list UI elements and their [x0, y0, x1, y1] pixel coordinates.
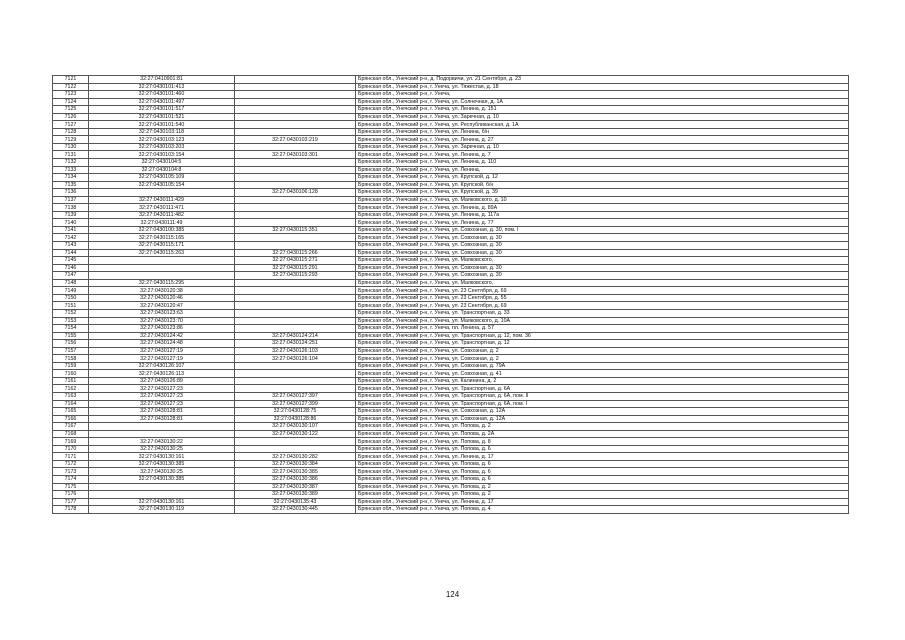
cadastral-number-cell: 32:27:0430130:161 [89, 498, 235, 506]
cadastral-number-cell: 32:27:0430120:46 [89, 294, 235, 302]
parent-cadastral-number-cell: 32:27:0430130:384 [235, 460, 356, 468]
row-number-cell: 7168 [53, 430, 89, 438]
cadastral-number-cell: 32:27:0430103:154 [89, 151, 235, 159]
address-cell: Брянская обл., Унечский р-н, г. Унеча, ул. Совхозная, д. 30 [356, 242, 849, 250]
row-number-cell: 7123 [53, 91, 89, 99]
parent-cadastral-number-cell: 32:27:0430135:43 [235, 498, 356, 506]
table-row [53, 219, 849, 227]
address-cell: Брянская обл., Унечский р-н, г. Унеча, ул. Ленина, д. 151 [356, 106, 849, 114]
parent-cadastral-number-cell [235, 370, 356, 378]
parent-cadastral-number-cell [235, 76, 356, 84]
parent-cadastral-number-cell: 32:27:0430106:128 [235, 189, 356, 197]
cadastral-number-cell: 32:27:0430101:460 [89, 91, 235, 99]
parent-cadastral-number-cell [235, 159, 356, 167]
table-row [53, 98, 849, 106]
cadastral-number-cell: 32:27:0430101:413 [89, 83, 235, 91]
address-cell: Брянская обл., Унечский р-н, г. Унеча, ул. Транспортная, д. 6А, пом. II [356, 392, 849, 400]
address-cell: Брянская обл., Унечский р-н, г. Унеча, ул. Ленина, [356, 166, 849, 174]
parent-cadastral-number-cell [235, 242, 356, 250]
parent-cadastral-number-cell: 32:27:0430103:219 [235, 136, 356, 144]
cadastral-number-cell: 32:27:0430126:113 [89, 370, 235, 378]
cadastral-number-cell: 32:27:0430127:23 [89, 400, 235, 408]
cadastral-number-cell [89, 430, 235, 438]
parent-cadastral-number-cell [235, 128, 356, 136]
parent-cadastral-number-cell [235, 181, 356, 189]
parent-cadastral-number-cell [235, 211, 356, 219]
address-cell: Брянская обл., Унечский р-н, г. Унеча, ул. Заречная, д. 10 [356, 143, 849, 151]
parent-cadastral-number-cell: 32:27:0430115:293 [235, 272, 356, 280]
cadastral-number-cell: 32:27:0430123:70 [89, 317, 235, 325]
table-row [53, 370, 849, 378]
table-row [53, 415, 849, 423]
address-cell: Брянская обл., Унечский р-н, г. Унеча, ул. Совхозная, д. 79А [356, 362, 849, 370]
row-number-cell: 7138 [53, 204, 89, 212]
parent-cadastral-number-cell: 32:27:0430130:282 [235, 453, 356, 461]
address-cell: Брянская обл., Унечский р-н, г. Унеча, ул. Крупской, б/н [356, 181, 849, 189]
parent-cadastral-number-cell: 32:27:0430115:351 [235, 226, 356, 234]
table-row [53, 272, 849, 280]
table-row [53, 453, 849, 461]
cadastral-number-cell: 32:27:0430103:118 [89, 128, 235, 136]
cadastral-number-cell: 32:27:0430126:107 [89, 362, 235, 370]
table-row [53, 460, 849, 468]
address-cell: Брянская обл., Унечский р-н, г. Унеча, ул. Совхозная, д. 41 [356, 370, 849, 378]
row-number-cell: 7149 [53, 287, 89, 295]
address-cell: Брянская обл., Унечский р-н, г. Унеча, ул. Ленина, б/н [356, 128, 849, 136]
address-cell: Брянская обл., Унечский р-н, г. Унеча, ул. Совхозная, д. 30, пом. I [356, 226, 849, 234]
table-row [53, 136, 849, 144]
address-cell: Брянская обл., Унечский р-н, г. Унеча, ул. Попова, д. 4 [356, 506, 849, 514]
address-cell: Брянская обл., Унечский р-н, г. Унеча, ул. Попова, д. 6 [356, 445, 849, 453]
row-number-cell: 7132 [53, 159, 89, 167]
table-row [53, 340, 849, 348]
parent-cadastral-number-cell: 32:27:0430103:301 [235, 151, 356, 159]
table-row [53, 211, 849, 219]
address-cell: Брянская обл., Унечский р-н, г. Унеча, ул. Совхозная, д. 2 [356, 355, 849, 363]
address-cell: Брянская обл., Унечский р-н, г. Унеча, ул. Совхозная, д. 30 [356, 249, 849, 257]
address-cell: Брянская обл., Унечский р-н, г. Унеча, [356, 91, 849, 99]
parent-cadastral-number-cell [235, 445, 356, 453]
table-row [53, 309, 849, 317]
cadastral-number-cell: 32:27:0430127:23 [89, 392, 235, 400]
address-cell: Брянская обл., Унечский р-н, г. Унеча, ул. Совхозная, д. 30 [356, 264, 849, 272]
row-number-cell: 7176 [53, 491, 89, 499]
row-number-cell: 7133 [53, 166, 89, 174]
table-row [53, 332, 849, 340]
table-row [53, 468, 849, 476]
row-number-cell: 7171 [53, 453, 89, 461]
row-number-cell: 7122 [53, 83, 89, 91]
table-row [53, 121, 849, 129]
row-number-cell: 7154 [53, 325, 89, 333]
cadastral-number-cell: 32:27:0430111:49 [89, 219, 235, 227]
cadastral-number-cell: 32:27:0430115:171 [89, 242, 235, 250]
table-row [53, 294, 849, 302]
cadastral-number-cell: 32:27:0430126:89 [89, 377, 235, 385]
address-cell: Брянская обл., Унечский р-н, г. Унеча, ул. Попова, д. 2 [356, 423, 849, 431]
cadastral-number-cell: 32:27:0430105:154 [89, 181, 235, 189]
cadastral-number-cell: 32:27:0430130:119 [89, 506, 235, 514]
parent-cadastral-number-cell: 32:27:0430130:445 [235, 506, 356, 514]
parent-cadastral-number-cell [235, 362, 356, 370]
cadastral-number-cell: 32:27:0430111:482 [89, 211, 235, 219]
parent-cadastral-number-cell [235, 106, 356, 114]
address-cell: Брянская обл., Унечский р-н, г. Унеча, ул. 23 Сентября, д. 69 [356, 302, 849, 310]
row-number-cell: 7174 [53, 475, 89, 483]
cadastral-number-cell: 32:27:0430115:295 [89, 279, 235, 287]
row-number-cell: 7144 [53, 249, 89, 257]
address-cell: Брянская обл., Унечский р-н, г. Унеча, ул. Совхозная, д. 12А [356, 415, 849, 423]
row-number-cell: 7150 [53, 294, 89, 302]
cadastral-number-cell: 32:27:0430127:19 [89, 347, 235, 355]
cadastral-number-cell: 32:27:0430123:86 [89, 325, 235, 333]
table-row [53, 362, 849, 370]
table-row [53, 400, 849, 408]
table-row [53, 76, 849, 84]
table-row [53, 423, 849, 431]
row-number-cell: 7134 [53, 174, 89, 182]
address-cell: Брянская обл., Унечский р-н, г. Унеча, ул. Попова, д. 2 [356, 483, 849, 491]
cadastral-number-cell: 32:27:0430115:165 [89, 234, 235, 242]
cadastral-number-cell [89, 189, 235, 197]
parent-cadastral-number-cell: 32:27:0430130:387 [235, 483, 356, 491]
parent-cadastral-number-cell [235, 121, 356, 129]
cadastral-number-cell: 32:27:0430124:42 [89, 332, 235, 340]
row-number-cell: 7153 [53, 317, 89, 325]
cadastral-number-cell: 32:27:0430104:8 [89, 166, 235, 174]
table-row [53, 325, 849, 333]
address-cell: Брянская обл., Унечский р-н, г. Унеча, ул. Маяковского, д. 10А [356, 317, 849, 325]
address-cell: Брянская обл., Унечский р-н, г. Унеча, ул. Ленина, д. 89А [356, 204, 849, 212]
parent-cadastral-number-cell: 32:27:0430115:266 [235, 249, 356, 257]
table-row [53, 506, 849, 514]
page-number: 124 [445, 590, 460, 599]
cadastral-number-cell: 32:27:0430120:38 [89, 287, 235, 295]
address-cell: Брянская обл., Унечский р-н, г. Унеча, ул. Попова, д. 6 [356, 468, 849, 476]
address-cell: Брянская обл., Унечский р-н, г. Унеча, ул. Попова, д. 2 [356, 491, 849, 499]
parent-cadastral-number-cell [235, 325, 356, 333]
cadastral-number-cell: 32:27:0430128:81 [89, 408, 235, 416]
row-number-cell: 7160 [53, 370, 89, 378]
table-row [53, 189, 849, 197]
parent-cadastral-number-cell: 32:27:0430128:75 [235, 408, 356, 416]
row-number-cell: 7163 [53, 392, 89, 400]
table-row [53, 151, 849, 159]
row-number-cell: 7173 [53, 468, 89, 476]
address-cell: Брянская обл., Унечский р-н, г. Унеча, ул. Попова, д. 8 [356, 438, 849, 446]
address-cell: Брянская обл., Унечский р-н, г. Унеча, ул. Ленина, д. 7 [356, 151, 849, 159]
parent-cadastral-number-cell: 32:27:0430130:385 [235, 468, 356, 476]
table-row [53, 392, 849, 400]
cadastral-number-cell: 32:27:0430120:47 [89, 302, 235, 310]
table-row [53, 385, 849, 393]
table-row [53, 430, 849, 438]
row-number-cell: 7129 [53, 136, 89, 144]
row-number-cell: 7140 [53, 219, 89, 227]
parent-cadastral-number-cell [235, 385, 356, 393]
row-number-cell: 7177 [53, 498, 89, 506]
cadastral-number-cell: 32:27:0430130:22 [89, 438, 235, 446]
parent-cadastral-number-cell [235, 438, 356, 446]
address-cell: Брянская обл., Унечский р-н, г. Унеча, ул. Попова, д. 6 [356, 460, 849, 468]
row-number-cell: 7152 [53, 309, 89, 317]
cadastral-number-cell: 32:27:0430130:25 [89, 445, 235, 453]
parent-cadastral-number-cell: 32:27:0430127:399 [235, 400, 356, 408]
row-number-cell: 7169 [53, 438, 89, 446]
table-row [53, 234, 849, 242]
row-number-cell: 7172 [53, 460, 89, 468]
parent-cadastral-number-cell [235, 143, 356, 151]
parent-cadastral-number-cell [235, 377, 356, 385]
property-register-table [52, 75, 849, 514]
table-row [53, 181, 849, 189]
address-cell: Брянская обл., Унечский р-н, г. Унеча, ул. Транспортная, д. 33 [356, 309, 849, 317]
cadastral-number-cell: 32:27:0430128:81 [89, 415, 235, 423]
cadastral-number-cell: 32:27:0430123:63 [89, 309, 235, 317]
parent-cadastral-number-cell: 32:27:0430126:103 [235, 347, 356, 355]
address-cell: Брянская обл., Унечский р-н, г. Унеча, ул. Ленина, д. 77 [356, 219, 849, 227]
cadastral-number-cell [89, 272, 235, 280]
table-row [53, 83, 849, 91]
row-number-cell: 7131 [53, 151, 89, 159]
address-cell: Брянская обл., Унечский р-н, г. Унеча, ул. Маяковского, [356, 257, 849, 265]
address-cell: Брянская обл., Унечский р-н, г. Унеча, ул. Транспортная, д. 12 [356, 340, 849, 348]
row-number-cell: 7142 [53, 234, 89, 242]
address-cell: Брянская обл., Унечский р-н, г. Унеча, ул. Крупской, д. 39 [356, 189, 849, 197]
cadastral-number-cell: 32:27:0430103:203 [89, 143, 235, 151]
address-cell: Брянская обл., Унечский р-н, г. Унеча, ул. Совхозная, д. 2 [356, 347, 849, 355]
parent-cadastral-number-cell [235, 204, 356, 212]
row-number-cell: 7157 [53, 347, 89, 355]
address-cell: Брянская обл., Унечский р-н, г. Унеча, ул. Транспортная, д. 12, пом. 36 [356, 332, 849, 340]
parent-cadastral-number-cell: 32:27:0430124:251 [235, 340, 356, 348]
cadastral-number-cell: 32:27:0430130:161 [89, 453, 235, 461]
address-cell: Брянская обл., Унечский р-н, г. Унеча, ул. Ленина, д. 110 [356, 159, 849, 167]
address-cell: Брянская обл., Унечский р-н, г. Унеча, ул. Ленина, д. 117а [356, 211, 849, 219]
cadastral-number-cell [89, 264, 235, 272]
table-row [53, 498, 849, 506]
row-number-cell: 7156 [53, 340, 89, 348]
address-cell: Брянская обл., Унечский р-н, г. Унеча, ул. Заречная, д. 10 [356, 113, 849, 121]
table-row [53, 143, 849, 151]
table-row [53, 445, 849, 453]
row-number-cell: 7147 [53, 272, 89, 280]
table-row [53, 408, 849, 416]
row-number-cell: 7159 [53, 362, 89, 370]
cadastral-number-cell: 32:27:0430127:19 [89, 355, 235, 363]
parent-cadastral-number-cell [235, 83, 356, 91]
table-row [53, 196, 849, 204]
row-number-cell: 7146 [53, 264, 89, 272]
parent-cadastral-number-cell [235, 287, 356, 295]
cadastral-number-cell: 32:27:0430101:540 [89, 121, 235, 129]
cadastral-number-cell: 32:27:0430104:5 [89, 159, 235, 167]
row-number-cell: 7175 [53, 483, 89, 491]
table-row [53, 355, 849, 363]
table-row [53, 347, 849, 355]
table-row [53, 491, 849, 499]
parent-cadastral-number-cell: 32:27:0430124:214 [235, 332, 356, 340]
parent-cadastral-number-cell [235, 302, 356, 310]
cadastral-number-cell: 32:27:0430101:517 [89, 106, 235, 114]
table-row [53, 264, 849, 272]
cadastral-number-cell: 32:27:0430115:263 [89, 249, 235, 257]
parent-cadastral-number-cell: 32:27:0430130:122 [235, 430, 356, 438]
parent-cadastral-number-cell [235, 219, 356, 227]
cadastral-number-cell: 32:27:0430130:25 [89, 468, 235, 476]
table-row [53, 113, 849, 121]
address-cell: Брянская обл., Унечский р-н, г. Унеча, ул. Солнечная, д. 1А [356, 98, 849, 106]
row-number-cell: 7170 [53, 445, 89, 453]
row-number-cell: 7166 [53, 415, 89, 423]
address-cell: Брянская обл., Унечский р-н, г. Унеча, ул. Попова, д. 2А [356, 430, 849, 438]
address-cell: Брянская обл., Унечский р-н, г. Унеча, пл. Ленина, д. 57 [356, 325, 849, 333]
row-number-cell: 7139 [53, 211, 89, 219]
table-body [53, 76, 849, 514]
table-row [53, 226, 849, 234]
address-cell: Брянская обл., Унечский р-н, г. Унеча, ул. Тяжестая, д. 18 [356, 83, 849, 91]
address-cell: Брянская обл., Унечский р-н, г. Унеча, ул. Крупской, д. 12 [356, 174, 849, 182]
address-cell: Брянская обл., Унечский р-н, г. Унеча, ул. Маяковского, [356, 279, 849, 287]
parent-cadastral-number-cell [235, 166, 356, 174]
address-cell: Брянская обл., Унечский р-н, г. Унеча, ул. Транспортная, д. 6А, пом. I [356, 400, 849, 408]
parent-cadastral-number-cell: 32:27:0430126:104 [235, 355, 356, 363]
address-cell: Брянская обл., Унечский р-н, г. Унеча, ул. 23 Сентября, д. 55 [356, 294, 849, 302]
row-number-cell: 7136 [53, 189, 89, 197]
address-cell: Брянская обл., Унечский р-н, г. Унеча, ул. Калинина, д. 2 [356, 377, 849, 385]
parent-cadastral-number-cell [235, 98, 356, 106]
address-cell: Брянская обл., Унечский р-н, г. Унеча, ул. 23 Сентября, д. 69 [356, 287, 849, 295]
table-row [53, 483, 849, 491]
table-row [53, 302, 849, 310]
parent-cadastral-number-cell: 32:27:0430130:386 [235, 475, 356, 483]
row-number-cell: 7162 [53, 385, 89, 393]
cadastral-number-cell [89, 257, 235, 265]
row-number-cell: 7155 [53, 332, 89, 340]
parent-cadastral-number-cell [235, 113, 356, 121]
row-number-cell: 7126 [53, 113, 89, 121]
table-row [53, 106, 849, 114]
parent-cadastral-number-cell [235, 234, 356, 242]
parent-cadastral-number-cell: 32:27:0430128:86 [235, 415, 356, 423]
cadastral-number-cell: 32:27:0430101:521 [89, 113, 235, 121]
cadastral-number-cell: 32:27:0430124:48 [89, 340, 235, 348]
row-number-cell: 7137 [53, 196, 89, 204]
row-number-cell: 7145 [53, 257, 89, 265]
cadastral-number-cell [89, 491, 235, 499]
row-number-cell: 7127 [53, 121, 89, 129]
cadastral-number-cell: 32:27:0430130:385 [89, 475, 235, 483]
row-number-cell: 7151 [53, 302, 89, 310]
row-number-cell: 7143 [53, 242, 89, 250]
table-row [53, 128, 849, 136]
table-row [53, 159, 849, 167]
address-cell: Брянская обл., Унечский р-н, г. Унеча, ул. Попова, д. 6 [356, 475, 849, 483]
parent-cadastral-number-cell [235, 309, 356, 317]
row-number-cell: 7165 [53, 408, 89, 416]
address-cell: Брянская обл., Унечский р-н, г. Унеча, ул. Ленина, д. 17 [356, 498, 849, 506]
address-cell: Брянская обл., Унечский р-н, г. Унеча, ул. Маяковского, д. 10 [356, 196, 849, 204]
table-row [53, 166, 849, 174]
parent-cadastral-number-cell [235, 91, 356, 99]
table-row [53, 242, 849, 250]
table-row [53, 249, 849, 257]
parent-cadastral-number-cell [235, 294, 356, 302]
cadastral-number-cell: 32:27:0430105:109 [89, 174, 235, 182]
address-cell: Брянская обл., Унечский р-н, г. Унеча, ул. Ленина, д. 17 [356, 453, 849, 461]
cadastral-number-cell: 32:27:0430101:497 [89, 98, 235, 106]
row-number-cell: 7158 [53, 355, 89, 363]
address-cell: Брянская обл., Унечский р-н, г. Унеча, ул. Республиканская, д. 1А [356, 121, 849, 129]
row-number-cell: 7148 [53, 279, 89, 287]
row-number-cell: 7135 [53, 181, 89, 189]
table-row [53, 204, 849, 212]
cadastral-number-cell: 32:27:0430127:23 [89, 385, 235, 393]
address-cell: Брянская обл., Унечский р-н, г. Унеча, ул. Транспортная, д. 6А [356, 385, 849, 393]
row-number-cell: 7130 [53, 143, 89, 151]
row-number-cell: 7128 [53, 128, 89, 136]
cadastral-number-cell: 32:27:0430100:385 [89, 226, 235, 234]
row-number-cell: 7178 [53, 506, 89, 514]
table-row [53, 91, 849, 99]
parent-cadastral-number-cell: 32:27:0430115:291 [235, 264, 356, 272]
table-row [53, 317, 849, 325]
address-cell: Брянская обл., Унечский р-н, г. Унеча, ул. Совхозная, д. 30 [356, 272, 849, 280]
table-row [53, 279, 849, 287]
table-row [53, 377, 849, 385]
row-number-cell: 7125 [53, 106, 89, 114]
table-row [53, 287, 849, 295]
table-row [53, 257, 849, 265]
cadastral-number-cell: 32:27:0430111:429 [89, 196, 235, 204]
parent-cadastral-number-cell: 32:27:0430115:271 [235, 257, 356, 265]
parent-cadastral-number-cell [235, 196, 356, 204]
cadastral-number-cell: 32:27:0410901:81 [89, 76, 235, 84]
cadastral-number-cell: 32:27:0430103:123 [89, 136, 235, 144]
parent-cadastral-number-cell: 32:27:0430127:397 [235, 392, 356, 400]
parent-cadastral-number-cell [235, 317, 356, 325]
row-number-cell: 7124 [53, 98, 89, 106]
row-number-cell: 7141 [53, 226, 89, 234]
row-number-cell: 7161 [53, 377, 89, 385]
cadastral-number-cell: 32:27:0430111:471 [89, 204, 235, 212]
address-cell: Брянская обл., Унечский р-н, г. Унеча, ул. Совхозная, д. 30 [356, 234, 849, 242]
parent-cadastral-number-cell: 32:27:0430130:389 [235, 491, 356, 499]
table-row [53, 475, 849, 483]
parent-cadastral-number-cell: 32:27:0430130:107 [235, 423, 356, 431]
parent-cadastral-number-cell [235, 279, 356, 287]
parent-cadastral-number-cell [235, 174, 356, 182]
row-number-cell: 7121 [53, 76, 89, 84]
table-row [53, 438, 849, 446]
cadastral-number-cell: 32:27:0430130:385 [89, 460, 235, 468]
address-cell: Брянская обл., Унечский р-н, г. Унеча, ул. Совхозная, д. 12А [356, 408, 849, 416]
cadastral-number-cell [89, 483, 235, 491]
address-cell: Брянская обл., Унечский р-н, г. Унеча, ул. Ленина, д. 27 [356, 136, 849, 144]
row-number-cell: 7167 [53, 423, 89, 431]
cadastral-number-cell [89, 423, 235, 431]
table-row [53, 174, 849, 182]
row-number-cell: 7164 [53, 400, 89, 408]
address-cell: Брянская обл., Унечский р-н, д. Подорвичи, ул. 21 Сентября, д. 23 [356, 76, 849, 84]
